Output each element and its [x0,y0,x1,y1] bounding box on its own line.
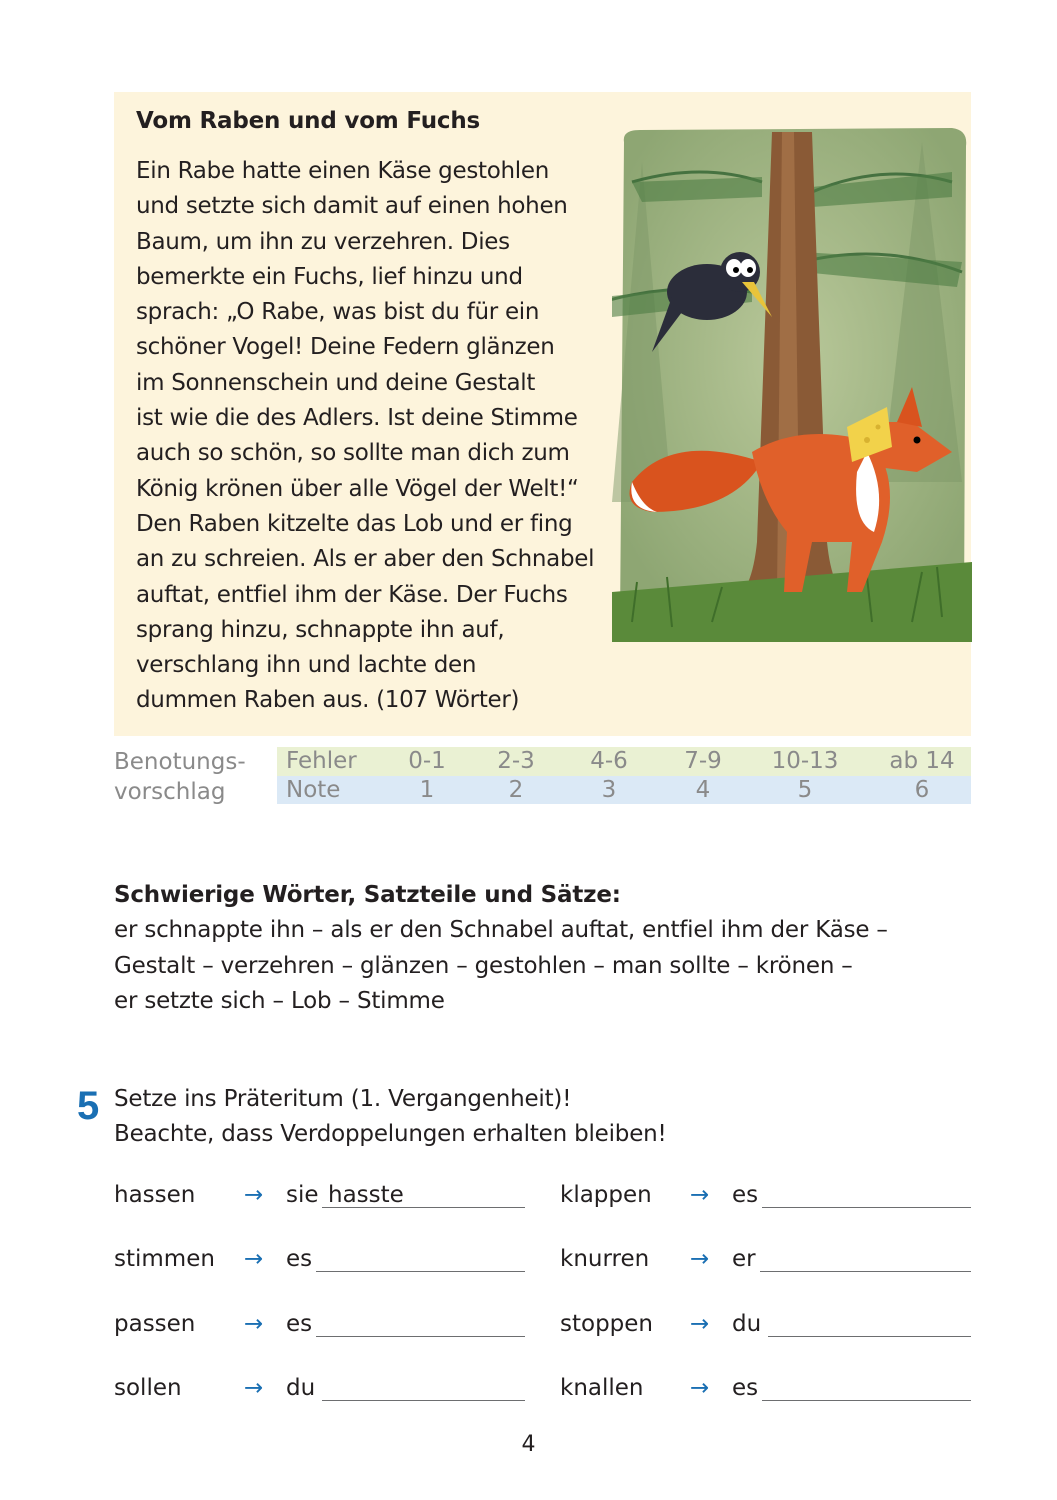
story-line: im Sonnenschein und deine Gestalt [136,369,536,396]
pronoun: du [732,1311,762,1337]
answer-field[interactable] [316,1246,525,1272]
story-line: an zu schreien. Als er aber den Schnabel [136,546,595,573]
exercise-row [114,1311,534,1341]
verb-infinitive: hassen [114,1182,196,1208]
errors-range: ab 14 [889,748,955,774]
pronoun: es [732,1182,759,1208]
pronoun: du [286,1375,316,1401]
pronoun: es [286,1246,313,1272]
difficult-words-line: er setzte sich – Lob – Stimme [114,987,445,1014]
note-value: 4 [695,777,711,803]
pronoun: es [286,1311,313,1337]
verb-infinitive: sollen [114,1375,182,1401]
difficult-words-line: er schnappte ihn – als er den Schnabel auftat, entfiel ihm der Käse – [114,917,888,944]
task-instruction-line: Beachte, dass Verdoppelungen erhalten bleiben! [114,1121,667,1148]
raven-fox-illustration [612,122,972,642]
story-line: Ein Rabe hatte einen Käse gestohlen [136,158,550,184]
arrow-right-icon: → [690,1375,710,1401]
arrow-right-icon: → [244,1375,264,1401]
story-line: und setzte sich damit auf einen hohen [136,193,568,220]
task-instructions [114,1082,667,1153]
story-line: auftat, entfiel ihm der Käse. Der Fuchs [136,581,568,608]
errors-range: 2-3 [497,748,535,774]
story-line: bemerkte ein Fuchs, lief hinzu und [136,263,523,290]
grading-notes-row [277,776,971,804]
arrow-right-icon: → [690,1311,710,1337]
note-value: 5 [797,777,813,803]
story-line: schöner Vogel! Deine Federn glänzen [136,334,555,361]
grading-label-line2: vorschlag [114,779,226,805]
difficult-words-line: Gestalt – verzehren – glänzen – gestohlen – man sollte – krönen – [114,952,853,979]
note-value: 3 [601,777,617,803]
story-line: ist wie die des Adlers. Ist deine Stimme [136,405,578,432]
verb-infinitive: knallen [560,1375,644,1401]
exercise-row [560,1311,972,1341]
answer-field[interactable]: hasste [322,1182,525,1208]
story-line: König krönen über alle Vögel der Welt!“ [136,475,579,502]
grading-label-line1: Benotungs- [114,749,246,775]
exercise-row [560,1375,972,1405]
errors-label: Fehler [286,748,357,774]
arrow-right-icon: → [244,1246,264,1272]
pronoun: sie [286,1182,319,1208]
verb-infinitive: passen [114,1311,196,1337]
exercise-row [114,1375,534,1405]
task-instruction-line: Setze ins Präteritum (1. Vergangenheit)! [114,1086,572,1112]
story-line: Den Raben kitzelte das Lob und er fing [136,510,573,537]
note-value: 2 [508,777,524,803]
note-label: Note [286,777,341,803]
verb-infinitive: stimmen [114,1246,215,1272]
page-number: 4 [521,1432,536,1457]
story-box [114,92,971,736]
exercise-row [114,1246,534,1276]
answer-field[interactable] [760,1246,971,1272]
note-value: 6 [914,777,930,803]
story-line: sprang hinzu, schnappte ihn auf, [136,616,505,643]
answer-field[interactable] [762,1375,971,1401]
errors-range: 4-6 [590,748,628,774]
grading-label [114,747,246,807]
answer-field[interactable] [322,1375,525,1401]
arrow-right-icon: → [690,1246,710,1272]
difficult-words-title: Schwierige Wörter, Satzteile und Sätze: [114,882,621,908]
arrow-right-icon: → [244,1182,264,1208]
story-line: dummen Raben aus. (107 Wörter) [136,687,520,714]
arrow-right-icon: → [690,1182,710,1208]
errors-range: 7-9 [684,748,722,774]
grading-errors-row [277,747,971,776]
story-line: auch so schön, so sollte man dich zum [136,440,570,467]
story-text [136,154,611,719]
verb-infinitive: klappen [560,1182,652,1208]
verb-infinitive: stoppen [560,1311,653,1337]
answer-field[interactable] [762,1182,971,1208]
verb-infinitive: knurren [560,1246,650,1272]
story-line: sprach: „O Rabe, was bist du für ein [136,299,540,326]
pronoun: er [732,1246,756,1272]
exercise-row [114,1182,534,1212]
errors-range: 10-13 [771,748,839,774]
answer-field[interactable] [316,1311,525,1337]
difficult-words-section [114,878,974,1019]
answer-field[interactable] [768,1311,971,1337]
exercise-row [560,1182,972,1212]
note-value: 1 [419,777,435,803]
arrow-right-icon: → [244,1311,264,1337]
errors-range: 0-1 [408,748,446,774]
pronoun: es [732,1375,759,1401]
story-line: Baum, um ihn zu verzehren. Dies [136,228,510,255]
task-number: 5 [77,1084,100,1128]
exercise-row [560,1246,972,1276]
story-line: verschlang ihn und lachte den [136,652,477,679]
story-title: Vom Raben und vom Fuchs [136,108,481,134]
